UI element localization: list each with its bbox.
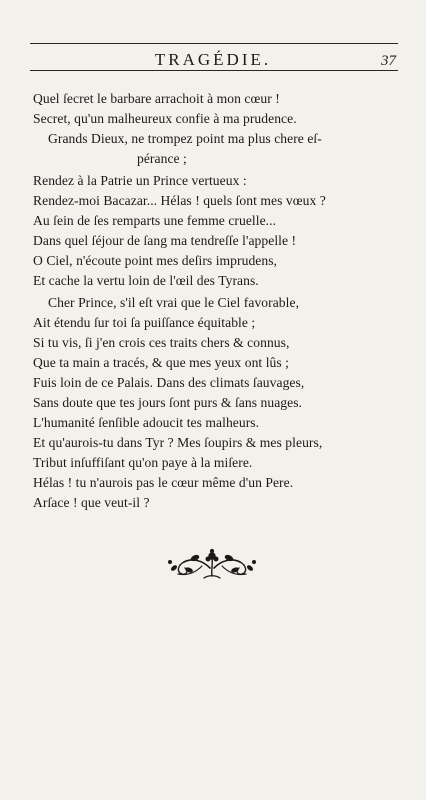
verse-line: Hélas ! tu n'aurois pas le cœur même d'un Pere. — [33, 475, 294, 490]
verse-line: Fuis loin de ce Palais. Dans des climats ſauvages, — [33, 375, 305, 390]
verse-line: O Ciel, n'écoute point mes deſirs imprudens, — [33, 253, 278, 268]
verse-line: Si tu vis, ſi j'en crois ces traits chers & connus, — [33, 335, 290, 350]
verse-line: Au ſein de ſes remparts une femme cruelle... — [33, 213, 277, 228]
header-rule-top — [30, 43, 398, 44]
verse-line: Rendez à la Patrie un Prince vertueux : — [33, 173, 247, 188]
verse-line: Grands Dieux, ne trompez point ma plus chere eſ- — [48, 131, 322, 146]
verse-line: Rendez-moi Bacazar... Hélas ! quels ſont mes vœux ? — [33, 193, 326, 208]
running-title: TRAGÉDIE. — [154, 50, 272, 69]
verse-line: Dans quel ſéjour de ſang ma tendreſſe l'appelle ! — [33, 233, 297, 248]
verse-line: pérance ; — [137, 151, 187, 166]
verse-line: Tribut inſuffiſant qu'on paye à la miſere. — [33, 455, 253, 470]
verse-line: Et qu'aurois-tu dans Tyr ? Mes ſoupirs & mes pleurs, — [33, 435, 323, 450]
verse-line: Arſace ! que veut-il ? — [33, 495, 150, 510]
header-rule-bottom — [30, 70, 398, 71]
verse-line: Et cache la vertu loin de l'œil des Tyrans. — [33, 273, 259, 288]
verse-line: L'humanité ſenſible adoucit tes malheurs. — [33, 415, 260, 430]
verse-line: Ait étendu ſur toi ſa puiſſance équitable ; — [33, 315, 256, 330]
verse-line: Sans doute que tes jours ſont purs & ſans nuages. — [33, 395, 303, 410]
verse-line: Quel ſecret le barbare arrachoit à mon cœur ! — [33, 91, 280, 106]
fleuron-ornament-icon — [162, 546, 262, 582]
page-number: 37 — [381, 53, 396, 69]
verse-line: Cher Prince, s'il eſt vrai que le Ciel favorable, — [48, 295, 300, 310]
verse-line: Que ta main a tracés, & que mes yeux ont lûs ; — [33, 355, 289, 370]
verse-line: Secret, qu'un malheureux confie à ma prudence. — [33, 111, 297, 126]
